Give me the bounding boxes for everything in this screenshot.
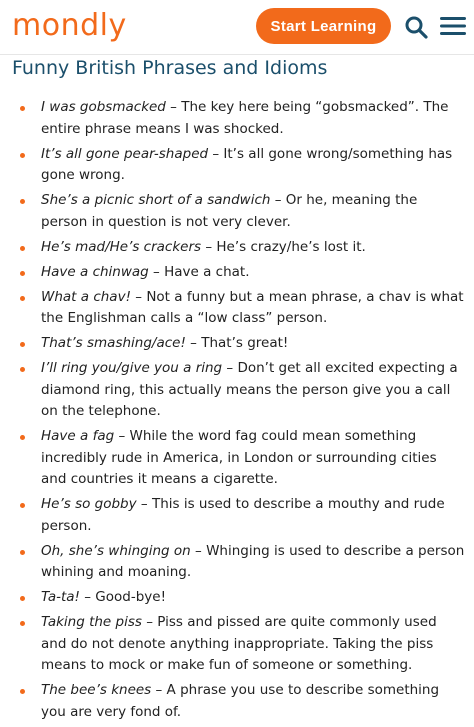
bullet-icon [20,153,25,158]
menu-icon[interactable] [440,16,466,36]
bullet-icon [20,246,25,251]
definition: – Good-bye! [79,589,166,605]
list-item [0,612,474,677]
list-item [0,494,474,537]
list-item [0,144,474,187]
phrase: What a chav! [41,288,131,305]
definition: – Don’t get all excited expecting a diamond ring, this actually means the person give you a call on the telephone. [41,360,458,419]
phrase: The bee’s knees [41,682,152,698]
definition: – He’s crazy/he’s lost it. [201,238,366,255]
definition: – Or he, meaning the person in question is not very clever. [41,192,418,230]
list-item [0,587,474,609]
list-item [0,262,474,284]
start-learning-button[interactable]: Start Learning [256,8,391,44]
definition: – Not a funny but a mean phrase, a chav is what the Englishman calls a “low class” person. [41,288,464,326]
bullet-icon [20,342,25,347]
bullet-icon [20,296,25,301]
definition: – Have a chat. [148,263,250,280]
phrase: That’s smashing/ace! [41,335,186,351]
phrase: Ta-ta! [41,589,80,605]
phrase: He’s so gobby [41,496,137,512]
list-item [0,426,474,491]
phrase: It’s all gone pear-shaped [41,145,209,162]
bullet-icon [20,503,25,508]
definition: – It’s all gone wrong/something has gone wrong. [41,145,453,183]
definition: – That’s great! [185,335,289,351]
definition: – Whinging is used to describe a person whining and moaning. [41,542,465,580]
bullet-icon [20,550,25,555]
mondly-logo[interactable]: mondly [12,8,127,43]
phrase: He’s mad/He’s crackers [41,238,202,255]
bullet-icon [20,689,25,694]
phrase: I’ll ring you/give you a ring [41,360,223,376]
definition: – This is used to describe a mouthy and rude person. [41,496,445,534]
site-header [0,0,474,55]
definition: – The key here being “gobsmacked”. The entire phrase means I was shocked. [41,99,449,137]
definition: – Piss and pissed are quite commonly used and do not denote anything inappropriate. Taking the piss means to mock or make fun of someone or something. [41,614,437,673]
list-item [0,237,474,259]
phrase: Oh, she’s whinging on [41,542,191,559]
bullet-icon [20,106,25,111]
page-title: Funny British Phrases and Idioms [12,57,328,79]
phrase: Taking the piss [41,614,142,630]
definition: – While the word fag could mean something incredibly rude in America, in London or surrounding cities and countries it means a cigarette. [41,428,437,487]
list-item [0,97,474,140]
list-item [0,358,474,423]
phrase: I was gobsmacked [41,99,166,115]
list-item [0,541,474,584]
bullet-icon [20,621,25,626]
phrase-list [0,97,474,727]
phrase: Have a chinwag [41,263,149,280]
list-item [0,287,474,330]
phrase: She’s a picnic short of a sandwich [41,192,271,208]
list-item [0,333,474,355]
bullet-icon [20,435,25,440]
phrase: Have a fag [41,428,115,444]
bullet-icon [20,367,25,372]
bullet-icon [20,199,25,204]
bullet-icon [20,271,25,276]
definition: – A phrase you use to describe something you are very fond of. [41,682,440,720]
list-item [0,190,474,233]
bullet-icon [20,596,25,601]
search-icon[interactable] [404,15,428,39]
